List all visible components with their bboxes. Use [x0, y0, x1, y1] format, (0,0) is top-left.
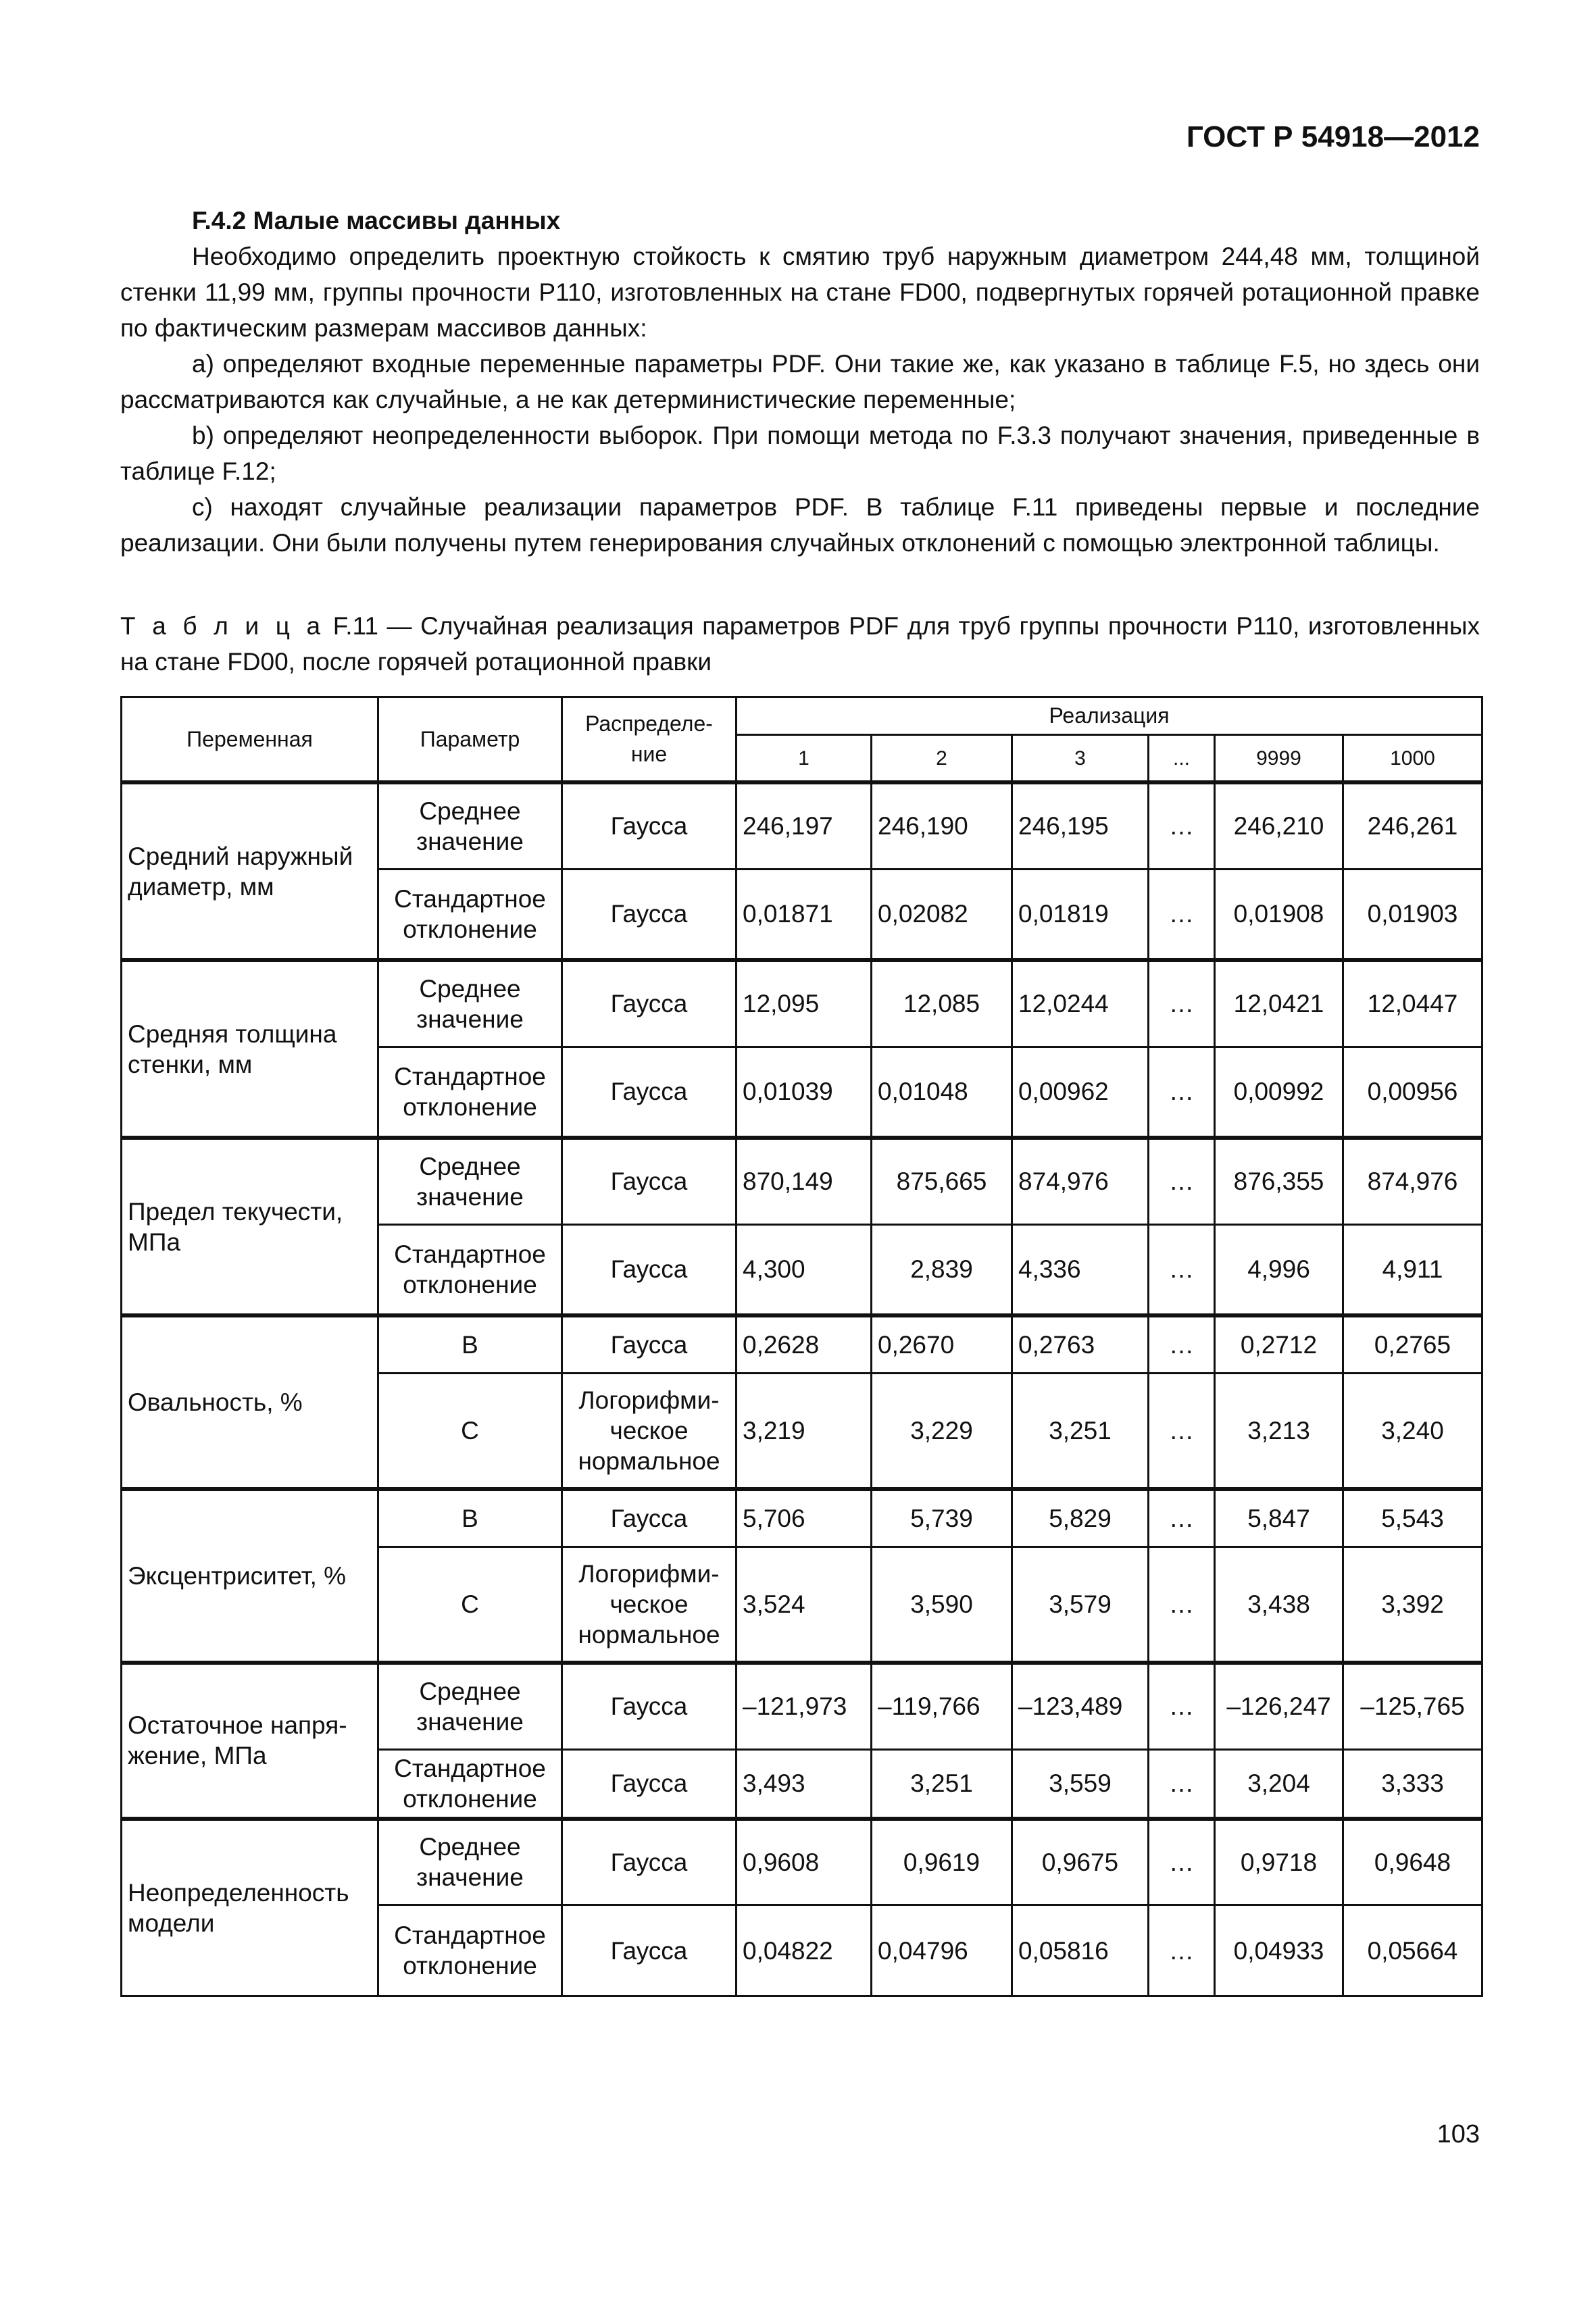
cell-value: 4,996 — [1215, 1224, 1343, 1315]
header-col-1: 1 — [737, 735, 872, 783]
row-parameter: Стандартное отклонение — [378, 1749, 562, 1819]
cell-value: 3,579 — [1012, 1546, 1149, 1663]
row-distribution: Гаусса — [562, 1315, 737, 1373]
table-row — [122, 782, 1482, 869]
row-variable: Средняя толщина стенки, мм — [122, 960, 378, 1138]
cell-value: 0,01903 — [1343, 869, 1482, 960]
table-caption-text: F.11 — Случайная реализация параметров PDF для труб группы прочности Р110, изготовленных на стане FD00, после горячей ротационной правки — [120, 612, 1480, 676]
section-paragraph-a: а) определяют входные переменные параметры PDF. Они такие же, как указано в таблице F.5, но здесь они рассматриваются как случайные, а не как детерминистические переменные; — [120, 350, 1480, 413]
cell-value: 0,02082 — [872, 869, 1012, 960]
row-distribution: Гаусса — [562, 1489, 737, 1546]
cell-value: 0,2628 — [737, 1315, 872, 1373]
cell-value: 3,590 — [872, 1546, 1012, 1663]
cell-ellipsis: … — [1149, 1315, 1215, 1373]
cell-value: –126,247 — [1215, 1663, 1343, 1749]
row-parameter: С — [378, 1546, 562, 1663]
cell-value: 0,04796 — [872, 1905, 1012, 1996]
cell-value: 12,085 — [872, 960, 1012, 1047]
table-caption-label: Т а б л и ц а — [120, 612, 325, 640]
row-parameter: Стандартное отклонение — [378, 1224, 562, 1315]
header-col-2: 2 — [872, 735, 1012, 783]
cell-value: –123,489 — [1012, 1663, 1149, 1749]
cell-value: 2,839 — [872, 1224, 1012, 1315]
row-variable: Неопределенность модели — [122, 1819, 378, 1996]
cell-value: 0,04933 — [1215, 1905, 1343, 1996]
cell-value: 874,976 — [1343, 1138, 1482, 1224]
cell-value: 0,2763 — [1012, 1315, 1149, 1373]
cell-ellipsis: … — [1149, 1663, 1215, 1749]
cell-value: 876,355 — [1215, 1138, 1343, 1224]
row-variable: Овальность, % — [122, 1315, 378, 1489]
table-row — [122, 1663, 1482, 1749]
row-parameter: Среднее значение — [378, 960, 562, 1047]
cell-value: 12,095 — [737, 960, 872, 1047]
cell-value: 0,05664 — [1343, 1905, 1482, 1996]
cell-value: 12,0244 — [1012, 960, 1149, 1047]
table-caption — [120, 608, 1480, 680]
cell-value: 870,149 — [737, 1138, 872, 1224]
cell-value: 3,559 — [1012, 1749, 1149, 1819]
cell-value: 0,00992 — [1215, 1047, 1343, 1138]
row-parameter: Среднее значение — [378, 1138, 562, 1224]
cell-value: 0,2712 — [1215, 1315, 1343, 1373]
row-parameter: Среднее значение — [378, 1819, 562, 1905]
cell-ellipsis: … — [1149, 1373, 1215, 1489]
header-realization: Реализация — [737, 697, 1482, 735]
cell-value: 0,2765 — [1343, 1315, 1482, 1373]
table-row — [122, 1819, 1482, 1905]
row-variable: Остаточное напря-жение, МПа — [122, 1663, 378, 1819]
cell-ellipsis: … — [1149, 1138, 1215, 1224]
row-distribution: Гаусса — [562, 1224, 737, 1315]
cell-value: –119,766 — [872, 1663, 1012, 1749]
cell-value: 5,543 — [1343, 1489, 1482, 1546]
cell-value: 5,829 — [1012, 1489, 1149, 1546]
cell-value: –121,973 — [737, 1663, 872, 1749]
section-f-4-2 — [120, 203, 1480, 561]
section-paragraph-b: b) определяют неопределенности выборок. При помощи метода по F.3.3 получают значения, приведенные в таблице F.12; — [120, 422, 1480, 485]
table-row — [122, 960, 1482, 1047]
cell-ellipsis: … — [1149, 869, 1215, 960]
cell-value: 246,197 — [737, 782, 872, 869]
row-distribution: Гаусса — [562, 1663, 737, 1749]
cell-ellipsis: … — [1149, 1905, 1215, 1996]
cell-value: 3,240 — [1343, 1373, 1482, 1489]
header-col-9999: 9999 — [1215, 735, 1343, 783]
cell-value: 12,0421 — [1215, 960, 1343, 1047]
cell-value: 3,229 — [872, 1373, 1012, 1489]
cell-value: 0,9608 — [737, 1819, 872, 1905]
row-distribution: Логорифми-ческое нормальное — [562, 1373, 737, 1489]
cell-value: 0,9648 — [1343, 1819, 1482, 1905]
cell-value: 4,300 — [737, 1224, 872, 1315]
row-variable: Средний наружный диаметр, мм — [122, 782, 378, 960]
page-number: 103 — [1437, 2120, 1480, 2148]
row-parameter: В — [378, 1315, 562, 1373]
cell-ellipsis: … — [1149, 1546, 1215, 1663]
cell-ellipsis: … — [1149, 782, 1215, 869]
row-parameter: В — [378, 1489, 562, 1546]
cell-value: 0,04822 — [737, 1905, 872, 1996]
row-variable: Эксцентриситет, % — [122, 1489, 378, 1663]
table-row — [122, 1138, 1482, 1224]
realization-table — [120, 696, 1483, 1997]
cell-value: 4,911 — [1343, 1224, 1482, 1315]
row-parameter: Стандартное отклонение — [378, 1905, 562, 1996]
cell-value: 4,336 — [1012, 1224, 1149, 1315]
cell-value: 0,9619 — [872, 1819, 1012, 1905]
cell-value: 0,9718 — [1215, 1819, 1343, 1905]
row-distribution: Гаусса — [562, 1047, 737, 1138]
cell-value: 0,00956 — [1343, 1047, 1482, 1138]
cell-value: 3,333 — [1343, 1749, 1482, 1819]
cell-value: 0,2670 — [872, 1315, 1012, 1373]
cell-ellipsis: … — [1149, 1489, 1215, 1546]
header-col-3: 3 — [1012, 735, 1149, 783]
cell-value: 246,195 — [1012, 782, 1149, 869]
cell-value: 0,9675 — [1012, 1819, 1149, 1905]
table-row — [122, 1315, 1482, 1373]
row-parameter: Среднее значение — [378, 1663, 562, 1749]
cell-value: 3,219 — [737, 1373, 872, 1489]
row-distribution: Гаусса — [562, 960, 737, 1047]
cell-value: 0,01819 — [1012, 869, 1149, 960]
cell-value: 875,665 — [872, 1138, 1012, 1224]
row-distribution: Логорифми-ческое нормальное — [562, 1546, 737, 1663]
header-distribution: Распределе-ние — [562, 697, 737, 783]
cell-value: 0,01871 — [737, 869, 872, 960]
cell-value: 5,706 — [737, 1489, 872, 1546]
cell-value: 0,01908 — [1215, 869, 1343, 960]
row-parameter: Среднее значение — [378, 782, 562, 869]
cell-value: 0,00962 — [1012, 1047, 1149, 1138]
cell-ellipsis: … — [1149, 960, 1215, 1047]
document-id: ГОСТ Р 54918—2012 — [1186, 120, 1480, 153]
cell-value: 874,976 — [1012, 1138, 1149, 1224]
row-distribution: Гаусса — [562, 1905, 737, 1996]
cell-value: 246,210 — [1215, 782, 1343, 869]
row-distribution: Гаусса — [562, 1819, 737, 1905]
cell-value: 0,01039 — [737, 1047, 872, 1138]
header-variable: Переменная — [122, 697, 378, 783]
row-parameter: Стандартное отклонение — [378, 869, 562, 960]
cell-value: 3,493 — [737, 1749, 872, 1819]
cell-value: 12,0447 — [1343, 960, 1482, 1047]
cell-value: 246,261 — [1343, 782, 1482, 869]
cell-value: 5,847 — [1215, 1489, 1343, 1546]
cell-value: 246,190 — [872, 782, 1012, 869]
cell-value: 3,204 — [1215, 1749, 1343, 1819]
row-distribution: Гаусса — [562, 782, 737, 869]
row-distribution: Гаусса — [562, 1749, 737, 1819]
cell-value: 3,438 — [1215, 1546, 1343, 1663]
cell-ellipsis: … — [1149, 1224, 1215, 1315]
cell-value: 3,392 — [1343, 1546, 1482, 1663]
table-row — [122, 1489, 1482, 1546]
header-parameter: Параметр — [378, 697, 562, 783]
cell-value: 3,251 — [1012, 1373, 1149, 1489]
cell-ellipsis: … — [1149, 1047, 1215, 1138]
cell-ellipsis: … — [1149, 1749, 1215, 1819]
cell-value: –125,765 — [1343, 1663, 1482, 1749]
header-col-1000: 1000 — [1343, 735, 1482, 783]
section-title: F.4.2 Малые массивы данных — [192, 207, 561, 234]
section-paragraph-c: с) находят случайные реализации параметров PDF. В таблице F.11 приведены первые и последние реализации. Они были получены путем генерирования случайных отклонений с помощью электронной таблицы. — [120, 493, 1480, 557]
row-variable: Предел текучести, МПа — [122, 1138, 378, 1315]
row-distribution: Гаусса — [562, 1138, 737, 1224]
cell-value: 3,524 — [737, 1546, 872, 1663]
header-col-ellipsis: ... — [1149, 735, 1215, 783]
cell-value: 5,739 — [872, 1489, 1012, 1546]
cell-value: 3,213 — [1215, 1373, 1343, 1489]
row-parameter: Стандартное отклонение — [378, 1047, 562, 1138]
cell-value: 3,251 — [872, 1749, 1012, 1819]
row-distribution: Гаусса — [562, 869, 737, 960]
row-parameter: С — [378, 1373, 562, 1489]
cell-value: 0,05816 — [1012, 1905, 1149, 1996]
section-paragraph-intro: Необходимо определить проектную стойкость к смятию труб наружным диаметром 244,48 мм, толщиной стенки 11,99 мм, группы прочности Р110, изготовленных на стане FD00, подвергнутых горячей ротационной правке по фактическим размерам массивов данных: — [120, 243, 1480, 342]
cell-value: 0,01048 — [872, 1047, 1012, 1138]
cell-ellipsis: … — [1149, 1819, 1215, 1905]
